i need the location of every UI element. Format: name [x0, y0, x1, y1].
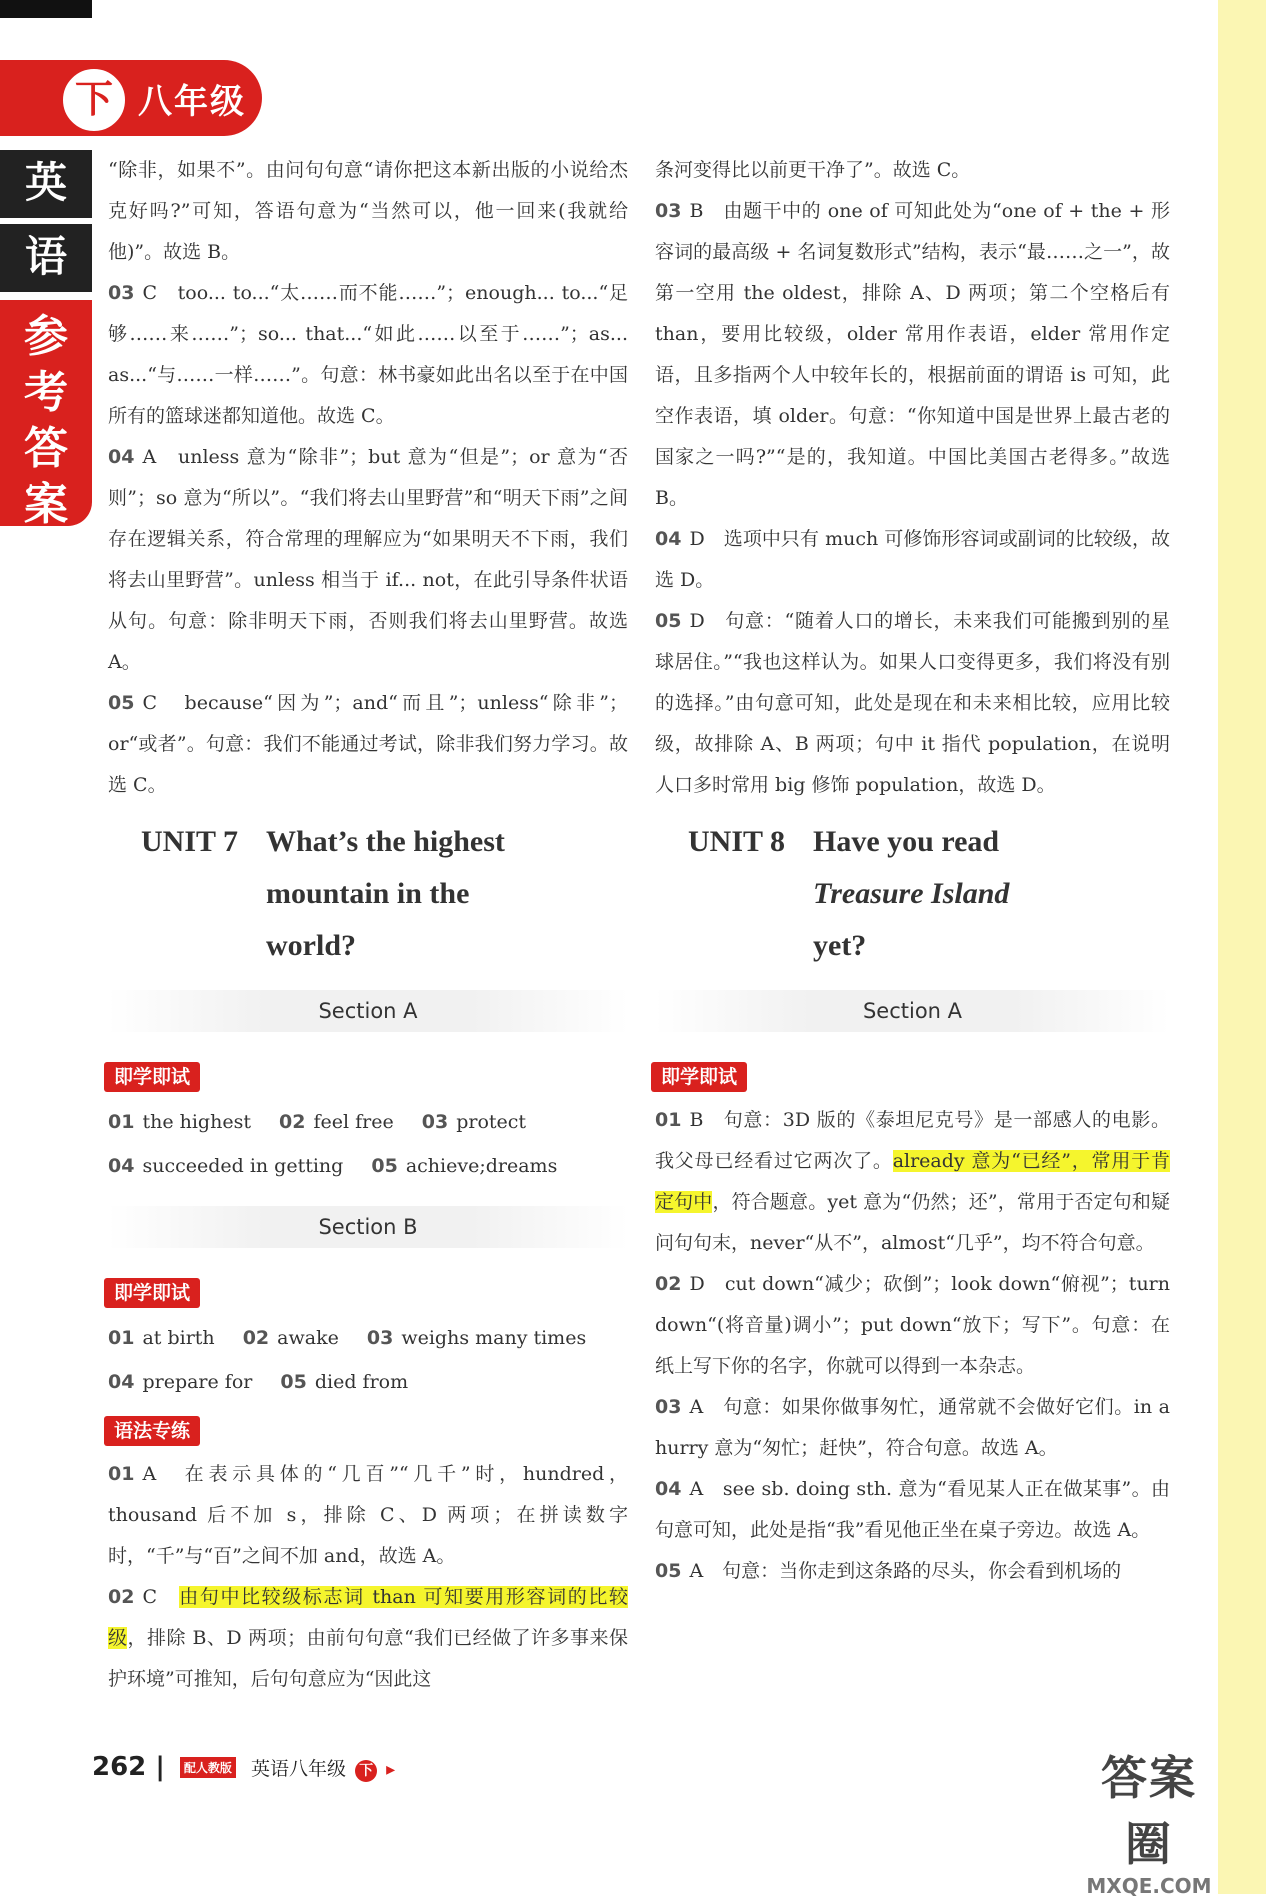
- item-text: succeeded in getting: [142, 1155, 344, 1177]
- footer-divider: |: [155, 1752, 165, 1782]
- answer-item: [108, 1577, 628, 1700]
- item-number: 03: [108, 282, 135, 304]
- item-text: weighs many times: [401, 1327, 587, 1349]
- subject-label: [0, 150, 92, 298]
- continued-paragraph: 条河变得比以前更干净了”。故选 C。: [655, 159, 971, 181]
- answer-entry: [279, 1111, 394, 1133]
- answer-item: [655, 519, 1170, 601]
- item-number: 05: [371, 1155, 398, 1177]
- unit-title: What’s the highest mountain in the world?: [266, 825, 505, 962]
- answer-item: [655, 1387, 1170, 1469]
- section-heading: Section B: [108, 1206, 628, 1248]
- item-number: 02: [242, 1327, 270, 1349]
- item-number: 01: [655, 1109, 682, 1131]
- item-number: 04: [108, 1155, 135, 1177]
- highlighted-text: 由句中比较级标志词 than 可知要用形容词的比较级: [108, 1586, 628, 1649]
- answer-entry: [243, 1327, 339, 1349]
- answer-item: [655, 1100, 1170, 1264]
- item-text: C: [142, 1586, 180, 1608]
- answer-item: [655, 1264, 1170, 1387]
- item-text: awake: [277, 1327, 339, 1349]
- item-number: 02: [108, 1586, 135, 1608]
- unit-heading: [655, 816, 1170, 972]
- item-text: A 句意：如果你做事匆忙，通常就不会做好它们。in a hurry 意为“匆忙；赶快”，符合句意。故选 A。: [655, 1396, 1170, 1459]
- exercise-badge: 即学即试: [651, 1062, 747, 1092]
- answer-char: 案: [24, 479, 68, 530]
- answer-line: [108, 1100, 628, 1144]
- item-number: 02: [655, 1273, 682, 1295]
- unit-number: UNIT 7: [141, 825, 238, 858]
- highlighted-text: already 意为“已经”，常用于肯定句中: [655, 1150, 1170, 1213]
- unit-heading: [108, 816, 628, 972]
- book-title: Treasure Island: [813, 877, 1010, 910]
- answer-entry: [108, 1111, 251, 1133]
- answer-item: [108, 273, 628, 437]
- item-number: 05: [655, 1560, 682, 1582]
- answer-entry: [422, 1111, 526, 1133]
- item-text: feel free: [313, 1111, 394, 1133]
- item-number: 03: [655, 1396, 682, 1418]
- item-text: ，符合题意。yet 意为“仍然；还”，常用于否定句和疑问句句末，never“从不”，almost“几乎”，均不符合句意。: [655, 1191, 1170, 1254]
- answer-entry: [280, 1371, 408, 1393]
- item-text: died from: [314, 1371, 409, 1393]
- item-number: 02: [279, 1111, 306, 1133]
- item-text: C because“因为”；and“而且”；unless“除非”；or“或者”。句意：我们不能通过考试，除非我们努力学习。故选 C。: [108, 692, 628, 796]
- answer-item: [655, 191, 1170, 519]
- watermark-site: MXQE.COM: [1086, 1874, 1212, 1898]
- item-text: at birth: [142, 1327, 215, 1349]
- answer-entry: [108, 1327, 215, 1349]
- top-black-bar: [0, 0, 92, 18]
- unit-title-part: Have you read: [813, 825, 1000, 858]
- answer-item: [655, 601, 1170, 806]
- answer-char: 考: [24, 367, 68, 418]
- item-number: 04: [655, 528, 682, 550]
- answer-item: [108, 1454, 628, 1577]
- answer-item: [655, 1551, 1170, 1592]
- answer-entry: [367, 1327, 586, 1349]
- watermark-logo: 答案圈: [1101, 1751, 1197, 1871]
- book-subject: 英语八年级: [250, 1758, 346, 1780]
- unit-number: UNIT 8: [688, 825, 785, 858]
- unit-title: [813, 816, 1113, 972]
- answer-item: [655, 1469, 1170, 1551]
- arrow-right-icon: ▸: [386, 1759, 396, 1780]
- item-number: 05: [655, 610, 682, 632]
- item-number: 05: [280, 1371, 307, 1393]
- left-column: [108, 150, 628, 1700]
- answer-line: [108, 1360, 628, 1404]
- item-text: achieve;dreams: [405, 1155, 558, 1177]
- answer-char: 参: [24, 311, 68, 362]
- item-number: 04: [108, 1371, 135, 1393]
- answer-char: 答: [24, 423, 68, 474]
- item-number: 04: [108, 446, 135, 468]
- right-column: [655, 150, 1170, 1592]
- item-text: B 由题干中的 one of 可知此处为“one of + the + 形容词的最高级 + 名词复数形式”结构，表示“最……之一”，故第一空用 the oldest，排除 A、D 两项；第二个空格后有 than，要用比较级，older 常用作表语，elder 常用作定语，且多指两个人中较年长的，根据前面的谓语 is 可知，此空作表语，填 older。句意：“你知道中国是世界上最古老的国家之一吗?”“是的，我知道。中国比美国古老得多。”故选 B。: [655, 200, 1170, 509]
- section-heading: Section A: [108, 990, 628, 1032]
- item-text: D 选项中只有 much 可修饰形容词或副词的比较级，故选 D。: [655, 528, 1170, 591]
- subject-char: 英: [0, 150, 92, 218]
- answer-key-label: [0, 300, 92, 530]
- unit-title-part: yet?: [813, 929, 867, 962]
- item-text: D 句意：“随着人口的增长，未来我们可能搬到别的星球居住。”“我也这样认为。如果人口变得更多，我们将没有别的选择。”由句意可知，此处是现在和未来相比较，应用比较级，故排除 A、B 两项；句中 it 指代 population，在说明人口多时常用 big 修饰 population，故选 D。: [655, 610, 1170, 796]
- page-number: 262: [92, 1752, 147, 1782]
- answer-entry: [371, 1155, 557, 1177]
- item-number: 01: [108, 1463, 135, 1485]
- edition-badge: 配人教版: [180, 1757, 236, 1778]
- exercise-badge: 即学即试: [104, 1062, 200, 1092]
- item-number: 03: [421, 1111, 449, 1133]
- answer-line: [108, 1144, 628, 1188]
- item-text: protect: [456, 1111, 527, 1133]
- item-number: 01: [108, 1111, 135, 1133]
- item-text: A see sb. doing sth. 意为“看见某人正在做某事”。由句意可知，此处是指“我”看见他正坐在桌子旁边。故选 A。: [655, 1478, 1170, 1541]
- item-text: A 在表示具体的“几百”“几千”时，hundred，thousand 后不加 s，排除 C、D 两项；在拼读数字时，“千”与“百”之间不加 and，故选 A。: [108, 1463, 628, 1567]
- volume-badge: 下: [60, 66, 128, 134]
- item-text: D cut down“减少；砍倒”；look down“俯视”；turn down“(将音量)调小”；put down“放下；写下”。句意：在纸上写下你的名字，你就可以得到一本杂志。: [655, 1273, 1170, 1377]
- item-text: A unless 意为“除非”；but 意为“但是”；or 意为“否则”；so 意为“所以”。“我们将去山里野营”和“明天下雨”之间存在逻辑关系，符合常理的理解应为“如果明天不下雨，我们将去山里野营”。unless 相当于 if... not，在此引导条件状语从句。句意：除非明天下雨，否则我们将去山里野营。故选 A。: [108, 446, 628, 673]
- item-text: A 句意：当你走到这条路的尽头，你会看到机场的: [689, 1560, 1122, 1582]
- answer-entry: [108, 1371, 252, 1393]
- grammar-badge: 语法专练: [104, 1416, 200, 1446]
- answer-entry: [108, 1155, 343, 1177]
- page-edge-strip: [1218, 0, 1266, 1894]
- item-text: the highest: [142, 1111, 251, 1133]
- exercise-badge: 即学即试: [104, 1278, 200, 1308]
- answer-line: [108, 1316, 628, 1360]
- answer-item: [108, 683, 628, 806]
- answer-item: [108, 437, 628, 683]
- volume-circle: 下: [355, 1760, 377, 1782]
- subject-char: 语: [0, 224, 92, 292]
- continued-paragraph: “除非，如果不”。由问句句意“请你把这本新出版的小说给杰克好吗?”可知，答语句意为“当然可以，他一回来(我就给他)”。故选 B。: [108, 159, 628, 263]
- site-watermark: [1084, 1742, 1214, 1898]
- page-footer: [92, 1752, 395, 1782]
- item-text: B 句意：3D 版的《泰坦尼克号》是一部感人的电影。我父母已经看过它两次了。: [655, 1109, 1170, 1172]
- item-number: 03: [366, 1327, 394, 1349]
- item-text: prepare for: [142, 1371, 253, 1393]
- item-text: ，排除 B、D 两项；由前句句意“我们已经做了许多事来保护环境”可推知，后句句意应为“因此这: [108, 1627, 628, 1690]
- grade-label: 八年级: [138, 82, 246, 122]
- item-number: 01: [108, 1327, 135, 1349]
- item-text: C too... to...“太……而不能……”；enough... to...“足够……来……”；so... that...“如此……以至于……”；as... as...“与……一样……”。句意：林书豪如此出名以至于在中国所有的篮球迷都知道他。故选 C。: [108, 282, 628, 427]
- item-number: 03: [655, 200, 682, 222]
- section-heading: Section A: [655, 990, 1170, 1032]
- item-number: 05: [108, 692, 135, 714]
- item-number: 04: [655, 1478, 682, 1500]
